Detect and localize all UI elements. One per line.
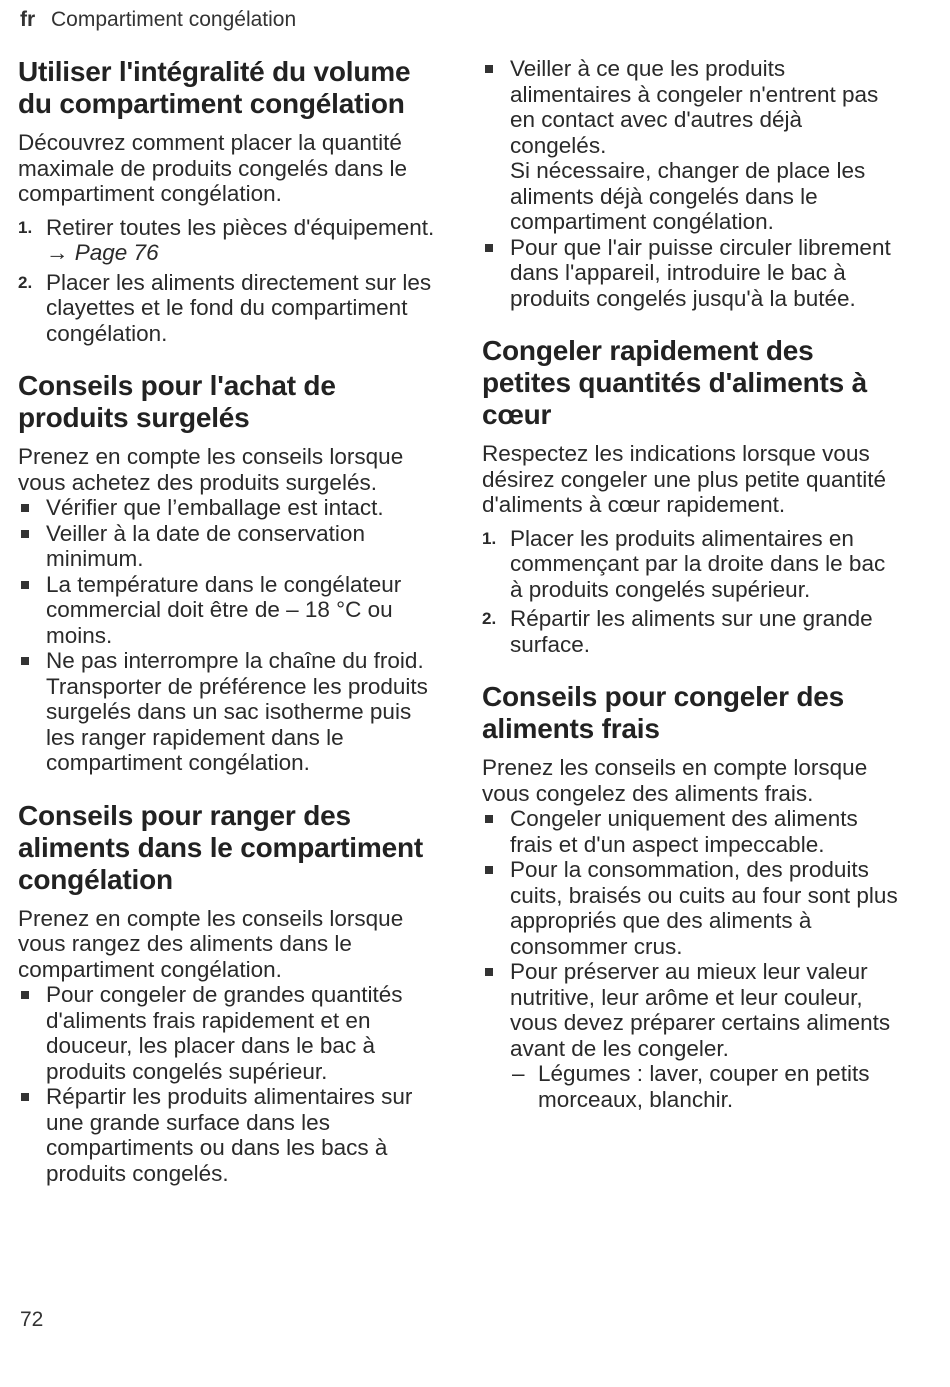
step-text: Placer les aliments directement sur les clayettes et le fond du compartiment congélation. [46, 269, 432, 346]
list-item: Pour que l'air puisse circuler librement dans l'appareil, introduire le bac à produits congelés jusqu'à la butée. [482, 235, 902, 312]
step-number: 1. [18, 217, 33, 237]
step-text: Placer les produits alimentaires en commençant par la droite dans le bac à produits congelés supérieur. [510, 525, 886, 602]
step-item [18, 270, 438, 347]
steps-list [482, 526, 902, 658]
section-intro: Prenez les conseils en compte lorsque vous congelez des aliments frais. [482, 755, 868, 806]
section-intro: Prenez en compte les conseils lorsque vous achetez des produits surgelés. [18, 444, 404, 495]
section-heading: Utiliser l'intégralité du volume du compartiment congélation [18, 56, 411, 119]
page-link[interactable]: → Page 76 [46, 240, 159, 265]
list-item: Ne pas interrompre la chaîne du froid. Transporter de préférence les produits surgelés dans un sac isotherme puis les ranger rapidement dans le compartiment congélation. [18, 648, 438, 776]
step-item [18, 215, 438, 266]
list-item: Congeler uniquement des aliments frais et d'un aspect impeccable. [482, 806, 902, 857]
step-number: 2. [482, 609, 497, 628]
section-heading: Conseils pour congeler des aliments frais [482, 681, 844, 744]
section-heading: Congeler rapidement des petites quantités d'aliments à cœur [482, 335, 867, 430]
step-text: Répartir les aliments sur une grande surface. [510, 606, 873, 657]
section-fresh-food-tips [482, 681, 902, 1112]
page-header [20, 8, 296, 32]
section-intro: Respectez les indications lorsque vous désirez congeler une plus petite quantité d'aliments à cœur rapidement. [482, 441, 887, 517]
section-storing-continued [482, 56, 902, 311]
step-item [482, 606, 902, 657]
step-number: 2. [18, 272, 33, 292]
steps-list [18, 215, 438, 347]
list-item: Veiller à la date de conservation minimum. [18, 521, 438, 572]
step-item [482, 526, 902, 603]
section-intro: Prenez en compte les conseils lorsque vous rangez des aliments dans le compartiment congélation. [18, 905, 404, 982]
section-heading: Conseils pour l'achat de produits surgelés [18, 370, 336, 433]
list-item-text: Pour préserver au mieux leur valeur nutritive, leur arôme et leur couleur, vous devez préparer certains aliments avant de les congeler. [510, 959, 891, 1061]
list-item-text: Veiller à ce que les produits alimentaires à congeler n'entrent pas en contact avec d'autres déjà congelés. [510, 56, 879, 158]
list-item: La température dans le congélateur commercial doit être de – 18 °C ou moins. [18, 572, 438, 649]
bullet-list [482, 56, 902, 311]
list-item [482, 56, 902, 235]
section-buying-tips [18, 370, 438, 776]
sub-list-item: – Légumes : laver, couper en petits morceaux, blanchir. [510, 1061, 902, 1112]
list-item [482, 959, 902, 1112]
section-intro: Découvrez comment placer la quantité maximale de produits congelés dans le compartiment congélation. [18, 130, 407, 206]
bullet-list [18, 495, 438, 776]
section-storing-tips [18, 800, 438, 1187]
language-code: fr [20, 8, 36, 31]
page-number: 72 [20, 1308, 44, 1331]
list-item: Pour la consommation, des produits cuits, braisés ou cuits au four sont plus appropriés que des aliments à consommer crus. [482, 857, 902, 959]
list-item-extra: Si nécessaire, changer de place les aliments déjà congelés dans le compartiment congélation. [510, 158, 866, 234]
step-text: Retirer toutes les pièces d'équipement. [46, 214, 435, 240]
header-title: Compartiment congélation [51, 8, 297, 31]
section-heading: Conseils pour ranger des aliments dans le compartiment congélation [18, 799, 423, 895]
step-number: 1. [482, 528, 497, 548]
left-column [18, 56, 438, 1210]
section-full-volume [18, 56, 438, 346]
bullet-list [18, 982, 438, 1186]
bullet-list [482, 806, 902, 1112]
right-column [482, 56, 902, 1136]
list-item: Vérifier que l’emballage est intact. [18, 495, 438, 521]
section-quick-freeze [482, 335, 902, 657]
list-item: Pour congeler de grandes quantités d'aliments frais rapidement et en douceur, les placer dans le bac à produits congelés supérieur. [18, 982, 438, 1084]
list-item: Répartir les produits alimentaires sur une grande surface dans les compartiments ou dans les bacs à produits congelés. [18, 1084, 438, 1186]
